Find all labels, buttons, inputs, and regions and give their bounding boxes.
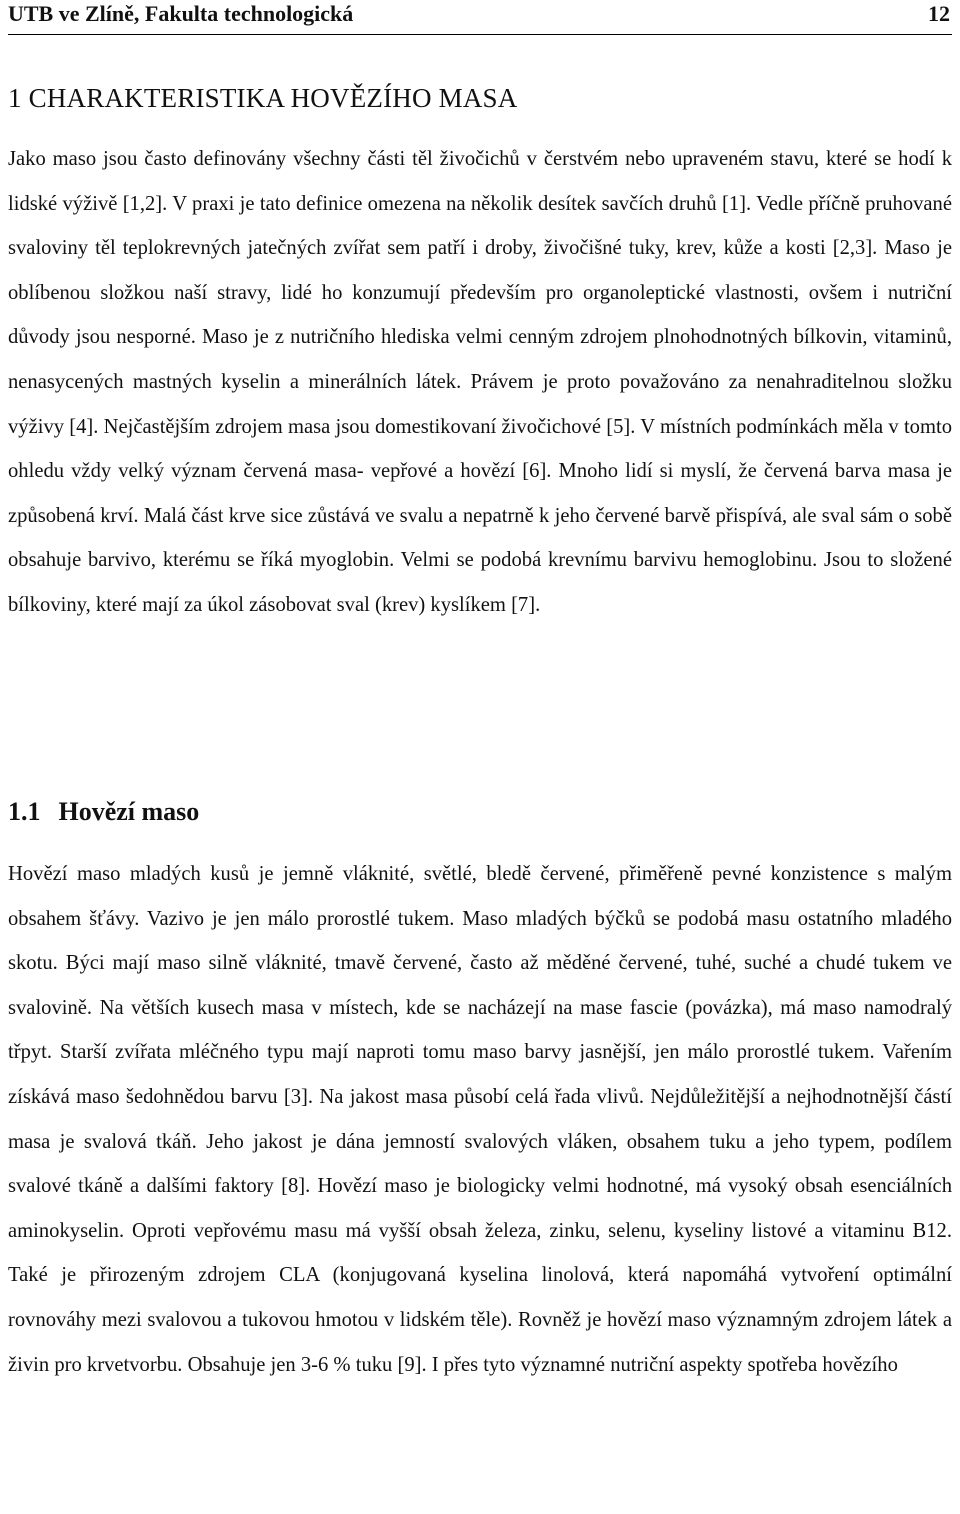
chapter-heading: 1 CHARAKTERISTIKA HOVĚZÍHO MASA	[8, 83, 518, 113]
section-paragraph: Hovězí maso mladých kusů je jemně vláknité, světlé, bledě červené, přiměřeně pevné konzistence s malým obsahem šťávy. Vazivo je jen málo prorostlé tukem. Maso mladých býčků se podobá masu ostatního mladého skotu. Býci mají maso silně vláknité, tmavě červené, často až měděné červené, tuhé, suché a chudé tukem ve svalovině. Na větších kusech masa v místech, kde se nacházejí na mase fascie (povázka), má maso namodralý třpyt. Starší zvířata mléčného typu mají naproti tomu maso barvy jasnější, jen málo prorostlé tukem. Vařením získává maso šedohnědou barvu [3]. Na jakost masa působí celá řada vlivů. Nejdůležitější a nejhodnotnější částí masa je svalová tkáň. Jeho jakost je dána jemností svalových vláken, obsahem tuku a jeho typem, podílem svalové tkáně a dalšími faktory [8]. Hovězí maso je biologicky velmi hodnotné, má vysoký obsah esenciálních aminokyselin. Oproti vepřovému masu má vyšší obsah železa, zinku, selenu, kyseliny listové a vitaminu B12. Také je přirozeným zdrojem CLA (konjugovaná kyselina linolová, která napomáhá vytvoření optimální rovnováhy mezi svalovou a tukovou hmotou v lidském těle). Rovněž je hovězí maso významným zdrojem látek a živin pro krvetvorbu. Obsahuje jen 3-6 % tuku [9]. I přes tyto významné nutriční aspekty spotřeba hovězího	[8, 863, 952, 1376]
header-page-number: 12	[928, 1, 950, 26]
section-number: 1.1	[8, 797, 41, 826]
section-heading	[8, 796, 199, 828]
header-institution: UTB ve Zlíně, Fakulta technologická	[8, 1, 354, 26]
page-header	[8, 0, 952, 35]
section-title: Hovězí maso	[58, 797, 200, 826]
chapter-paragraph: Jako maso jsou často definovány všechny části těl živočichů v čerstvém nebo upraveném stavu, které se hodí k lidské výživě [1,2]. V praxi je tato definice omezena na několik desítek savčích druhů [1]. Vedle příčně pruhované svaloviny těl teplokrevných jatečných zvířat sem patří i droby, živočišné tuky, krev, kůže a kosti [2,3]. Maso je oblíbenou složkou naší stravy, lidé ho konzumují především pro organoleptické vlastnosti, ovšem i nutriční důvody jsou nesporné. Maso je z nutričního hlediska velmi cenným zdrojem plnohodnotných bílkovin, vitaminů, nenasycených mastných kyselin a minerálních látek. Právem je proto považováno za nenahraditelnou složku výživy [4]. Nejčastějším zdrojem masa jsou domestikovaní živočichové [5]. V místních podmínkách měla v tomto ohledu vždy velký význam červená masa- vepřové a hovězí [6]. Mnoho lidí si myslí, že červená barva masa je způsobená krví. Malá část krve sice zůstává ve svalu a nepatrně k jeho červené barvě přispívá, ale sval sám o sobě obsahuje barvivo, kterému se říká myoglobin. Velmi se podobá krevnímu barvivu hemoglobinu. Jsou to složené bílkoviny, které mají za úkol zásobovat sval (krev) kyslíkem [7].	[8, 148, 952, 616]
